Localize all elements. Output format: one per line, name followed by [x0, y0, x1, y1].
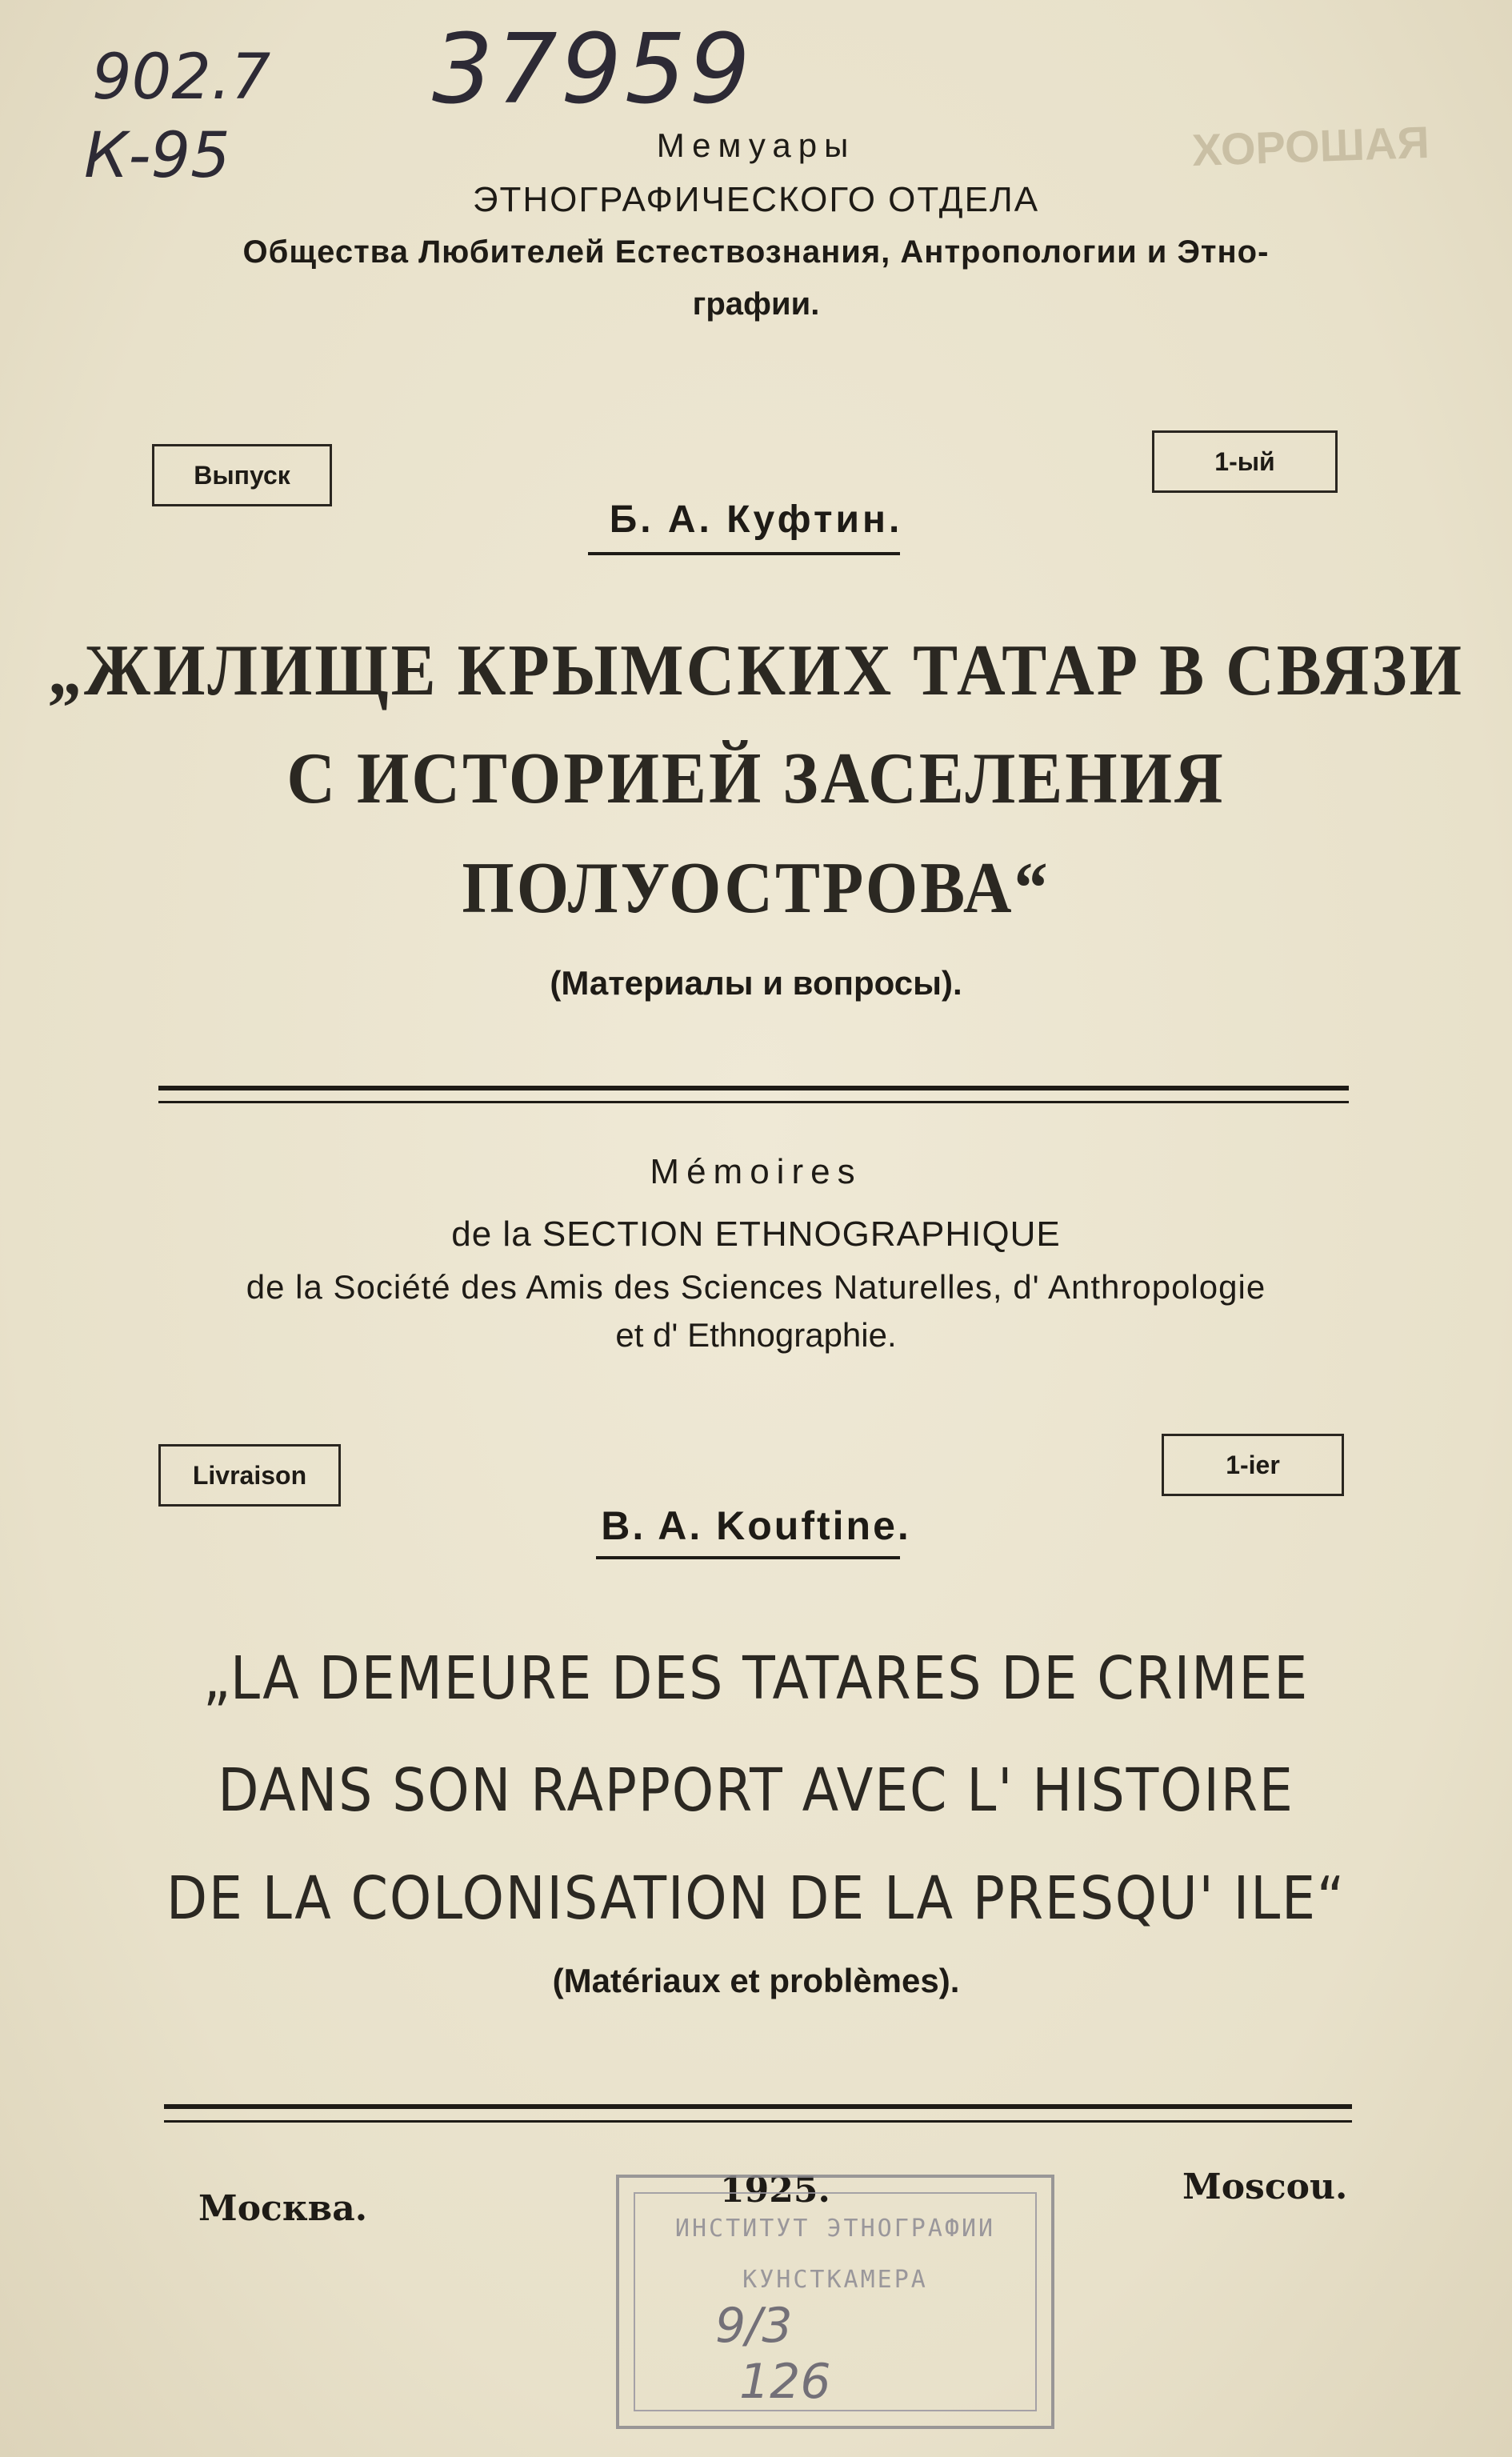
ru-series-line-4: графии. [692, 286, 820, 322]
imprint-year: 1925. [720, 2170, 830, 2211]
ru-issue-number: 1-ый [1214, 446, 1275, 476]
fr-issue-label-box [158, 1444, 341, 1507]
fr-series-line-2: de la SECTION ETHNOGRAPHIQUE [451, 1214, 1061, 1254]
fr-series-line-4: et d' Ethnographie. [615, 1316, 897, 1354]
imprint-city-ru: Москва. [198, 2188, 368, 2229]
ru-series-line-1: Мемуары [656, 126, 856, 164]
ru-series-line-3: Общества Любителей Естествознания, Антропологии и Этно- [242, 234, 1270, 270]
ru-title-line-1: „ЖИЛИЩЕ КРЫМСКИХ ТАТАР В СВЯЗИ [48, 630, 1464, 711]
bottom-rule-bottom [164, 2120, 1352, 2123]
middle-rule-bottom [158, 1101, 1349, 1103]
fr-series-line-3: de la Société des Amis des Sciences Naturelles, d' Anthropologie [246, 1268, 1266, 1306]
ru-series-line-2: ЭТНОГРАФИЧЕСКОГО ОТДЕЛА [472, 180, 1040, 219]
ru-author: Б. А. Куфтин. [609, 498, 903, 541]
fr-author-underline [596, 1556, 900, 1559]
ru-issue-label: Выпуск [194, 460, 290, 490]
fr-issue-label: Livraison [192, 1460, 307, 1490]
fr-author: B. A. Kouftine. [601, 1503, 911, 1548]
handwritten-catalog-number: 37959 [432, 14, 754, 126]
fr-title-line-3: DE LA COLONISATION DE LA PRESQU' ILE“ [166, 1864, 1346, 1933]
handwritten-shelf-mark-1: 902.7 [92, 42, 271, 114]
library-stamp-mark-2: 126 [739, 2354, 831, 2410]
library-stamp-line-2: КУНСТКАМЕРА [742, 2266, 928, 2294]
ru-issue-number-box [1152, 430, 1338, 493]
fr-series-line-1: Mémoires [650, 1152, 862, 1191]
library-stamp-mark-1: 9/3 [715, 2298, 793, 2354]
fr-issue-number: 1-ier [1226, 1450, 1280, 1479]
ru-author-underline [588, 552, 900, 555]
ghost-stamp-text: ХОРОШАЯ [1190, 116, 1430, 176]
fr-title-line-1: „LA DEMEURE DES TATARES DE CRIMEE [202, 1644, 1310, 1713]
ru-title-line-2: С ИСТОРИЕЙ ЗАСЕЛЕНИЯ [286, 738, 1226, 819]
library-stamp [616, 2175, 1054, 2429]
ru-subtitle: (Материалы и вопросы). [550, 964, 962, 1002]
fr-title-line-2: DANS SON RAPPORT AVEC L' HISTOIRE [218, 1756, 1294, 1825]
middle-rule-top [158, 1086, 1349, 1090]
fr-subtitle: (Matériaux et problèmes). [552, 1962, 960, 1999]
imprint-city-fr: Moscou. [1182, 2167, 1348, 2207]
ru-title-line-3: ПОЛУОСТРОВА“ [462, 848, 1050, 929]
fr-issue-number-box [1162, 1434, 1344, 1496]
bottom-rule-top [164, 2104, 1352, 2109]
library-stamp-line-1: ИНСТИТУТ ЭТНОГРАФИИ [674, 2215, 996, 2243]
handwritten-shelf-mark-2: К-95 [84, 120, 230, 192]
